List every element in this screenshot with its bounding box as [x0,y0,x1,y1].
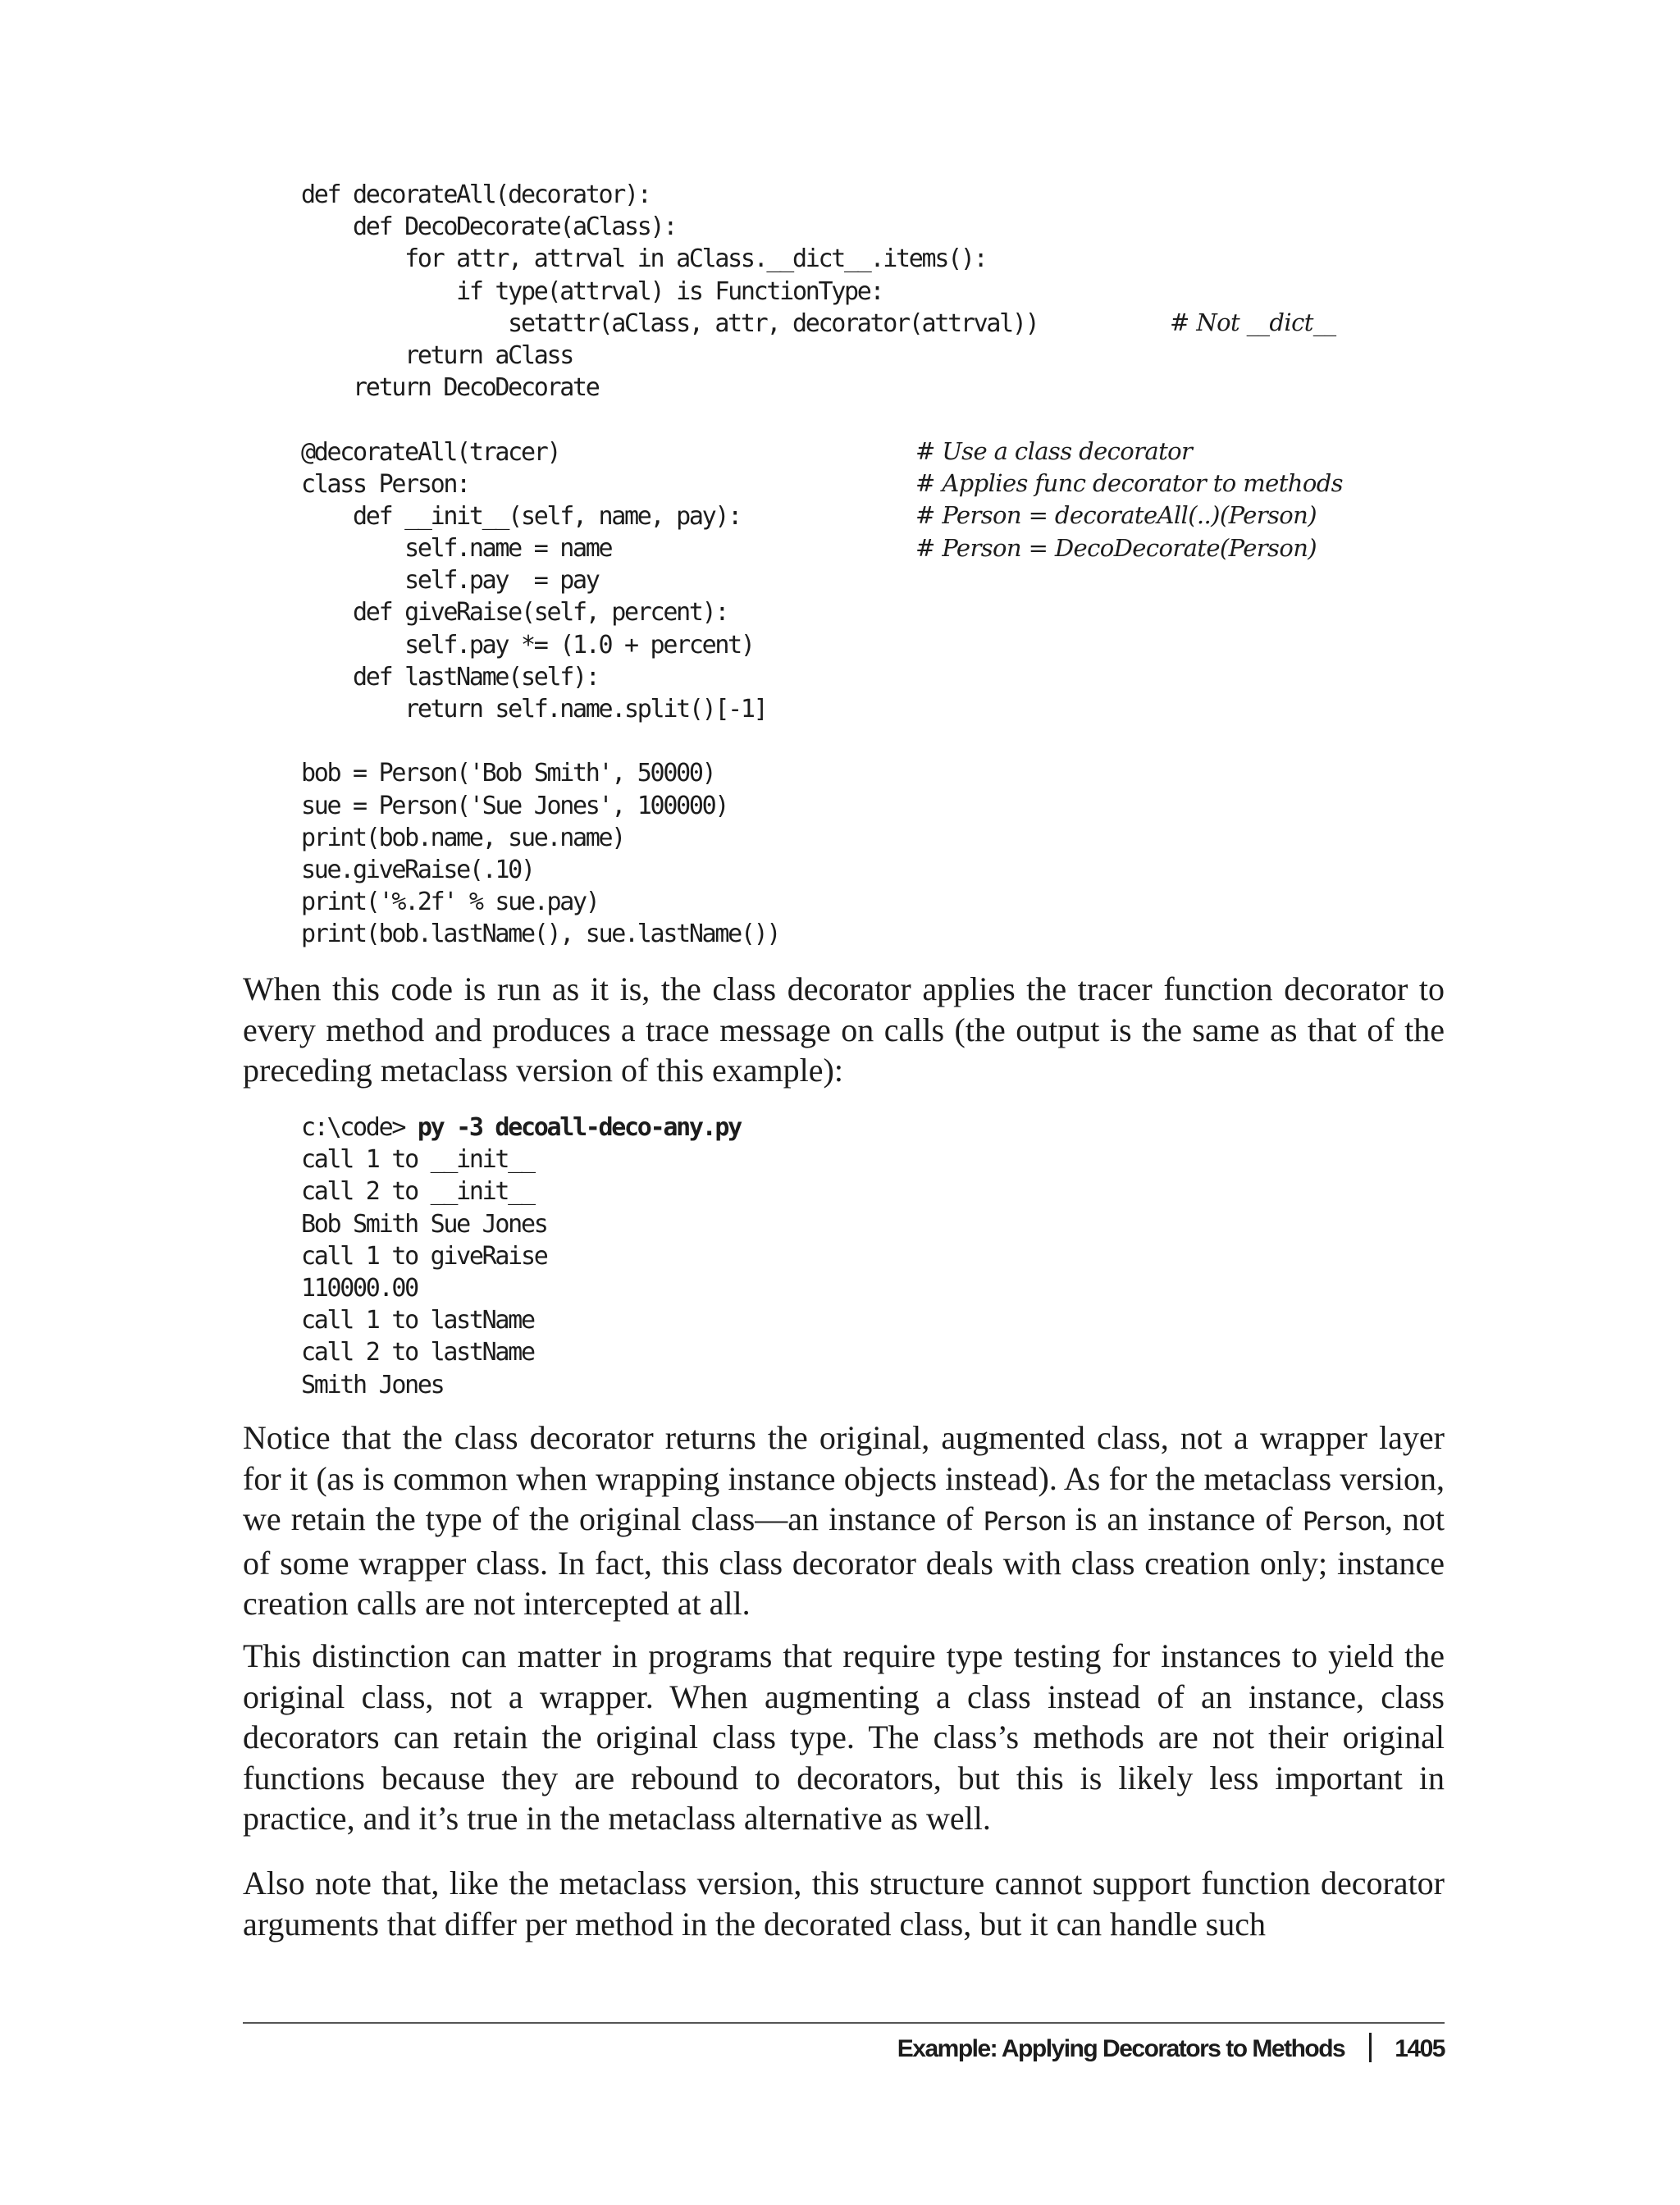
paragraph-text: is an instance of [1065,1500,1303,1537]
code-line: for attr, attrval in aClass.__dict__.items(): [301,244,987,274]
code-line: sue = Person('Sue Jones', 100000) [301,791,728,820]
code-line: def DecoDecorate(aClass): [301,212,677,242]
console-output-line: call 2 to __init__ [301,1177,534,1207]
code-line: return aClass [301,340,573,370]
console-output-line: call 1 to giveRaise [301,1241,547,1271]
code-line: self.pay *= (1.0 + percent) [301,630,754,660]
console-command: py -3 decoall-deco-any.py [417,1113,741,1142]
console-output [301,1112,741,1401]
paragraph-intro-output: When this code is run as it is, the class decorator applies the tracer function decorator to every method and produces a trace message on calls (the output is the same as that of the preceding metaclass version of this example): [243,970,1445,1089]
code-line: print('%.2f' % sue.pay) [301,888,599,917]
code-line: def decorateAll(decorator): [301,180,651,209]
footer-separator [1369,2033,1372,2062]
footer-divider [243,2022,1445,2024]
console-output-line: 110000.00 [301,1273,418,1303]
code-line [301,725,1038,757]
inline-code-person: Person [983,1507,1066,1536]
code-comments-class-decorator [915,436,1343,564]
paragraph-text: , not of some wrapper class. In fact, this class decorator deals with class creation only; instance creation calls are not intercepted at all. [243,1500,1445,1622]
code-line: print(bob.lastName(), sue.lastName()) [301,920,780,949]
comment-line: # Applies func decorator to methods [915,469,1343,498]
code-line: def __init__(self, name, pay): [301,501,741,531]
comment-line: # Use a class decorator [915,437,1193,465]
comment-line: # Person = DecoDecorate(Person) [915,533,1317,562]
console-output-line: call 2 to lastName [301,1338,534,1367]
code-line: sue.giveRaise(.10) [301,855,534,884]
console-output-line: call 1 to __init__ [301,1145,534,1175]
code-listing-decorateall [301,179,1038,951]
console-output-line: call 1 to lastName [301,1306,534,1335]
code-line: def giveRaise(self, percent): [301,598,728,628]
page-footer [897,2033,1445,2063]
code-line: setattr(aClass, attr, decorator(attrval)) [301,308,1039,338]
paragraph-type-testing: This distinction can matter in programs that require type testing for instances to yield the original class, not a wrapper. When augmenting a class instead of an instance, class decorators can retain the original class type. The class’s methods are not their original functions because they are rebound to decorators, but this is likely less important in practice, and it’s true in the metaclass alternative as well. [243,1637,1445,1837]
code-line: return self.name.split()[-1] [301,695,767,724]
console-command-line [301,1112,741,1144]
code-line: @decorateAll(tracer) [301,437,560,467]
footer-section-title: Example: Applying Decorators to Methods [897,2035,1345,2062]
code-line: return DecoDecorate [301,373,599,403]
console-prompt: c:\code> [301,1113,418,1142]
code-line [301,404,1038,436]
console-output-line: Bob Smith Sue Jones [301,1209,547,1239]
code-line: self.name = name [301,534,612,564]
console-output-line: Smith Jones [301,1370,444,1399]
comment-line: # Person = decorateAll(..)(Person) [915,501,1317,530]
code-comment-not-dict [1170,307,1336,339]
comment-line: # Not __dict__ [1170,308,1336,336]
paragraph-text: Notice that the class decorator returns the original, augmented class, not a wrapper layer for it (as is common when wrapping instance objects instead). As for the metaclass version, we retain the type of the original class—an instance of [243,1419,1445,1537]
code-line: bob = Person('Bob Smith', 50000) [301,759,715,788]
page-number: 1405 [1395,2035,1445,2062]
code-line: self.pay = pay [301,566,599,596]
code-line: print(bob.name, sue.name) [301,823,625,852]
code-line: class Person: [301,469,469,499]
paragraph-class-decorator-returns [243,1418,1445,1624]
code-line: if type(attrval) is FunctionType: [301,276,883,306]
paragraph-decorator-arguments: Also note that, like the metaclass version, this structure cannot support function decorator arguments that differ per method in the decorated class, but it can handle such [243,1865,1445,1942]
inline-code-person: Person [1302,1507,1385,1536]
code-line: def lastName(self): [301,662,599,692]
